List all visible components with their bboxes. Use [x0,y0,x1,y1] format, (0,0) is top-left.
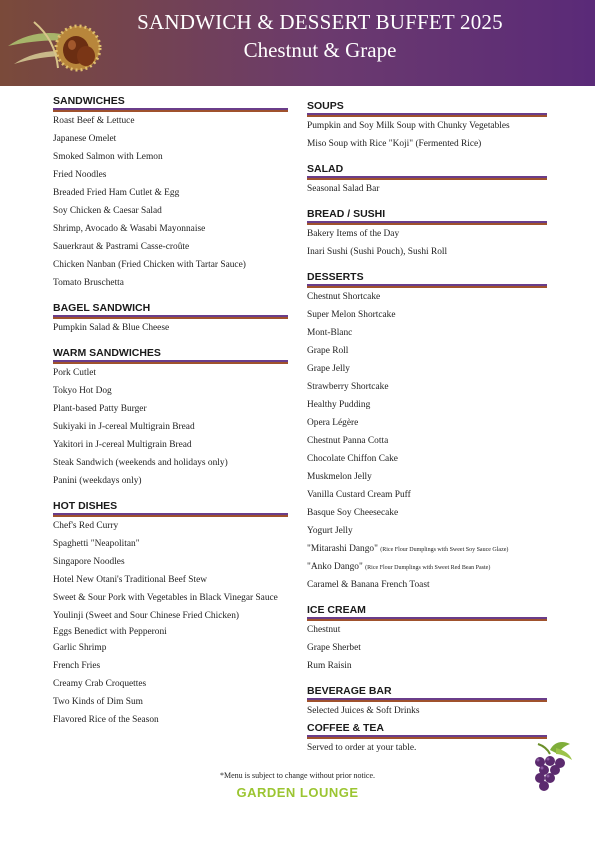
menu-item: Plant-based Patty Burger [53,404,147,414]
section-title-desserts: DESSERTS [307,271,364,283]
section-title-coffee-tea: COFFEE & TEA [307,722,385,734]
menu-item: Sukiyaki in J-cereal Multigrain Bread [53,422,195,432]
header-banner [0,0,595,86]
chestnut-illustration-icon [4,8,114,86]
menu-item: Hotel New Otani's Traditional Beef Stew [53,575,208,585]
menu-item: Flavored Rice of the Season [53,715,159,725]
menu-item: Basque Soy Cheesecake [307,508,399,518]
menu-item: Breaded Fried Ham Cutlet & Egg [53,188,180,198]
menu-item: Tokyo Hot Dog [53,386,112,396]
menu-item: Grape Roll [307,346,349,356]
menu-item: Vanilla Custard Cream Puff [307,490,411,500]
menu-item: Chestnut Panna Cotta [307,436,389,446]
section-title-bread-sushi: BREAD / SUSHI [307,208,386,220]
menu-item: Pumpkin and Soy Milk Soup with Chunky Vegetables [307,121,510,131]
menu-item: Singapore Noodles [53,557,125,567]
menu-left-column [53,95,288,731]
section-title-soups: SOUPS [307,100,344,112]
menu-item: Chestnut [307,625,341,635]
menu-item: Soy Chicken & Caesar Salad [53,206,162,216]
menu-item: Healthy Pudding [307,400,371,410]
dessert-name: "Anko Dango" [307,562,363,572]
section-rule [53,360,288,364]
menu-item: Caramel & Banana French Toast [307,580,430,590]
menu-item: Strawberry Shortcake [307,382,389,392]
menu-item: Fried Noodles [53,170,107,180]
dessert-note: (Rice Flour Dumplings with Sweet Red Bean Paste) [365,565,491,571]
menu-item: Opera Légère [307,418,359,428]
section-title-salad: SALAD [307,163,344,175]
section-rule [307,735,547,739]
menu-item: Super Melon Shortcake [307,310,396,320]
menu-item: Selected Juices & Soft Drinks [307,706,420,716]
dessert-note: (Rice Flour Dumplings with Sweet Soy Sauce Glaze) [380,547,509,553]
menu-item: Grape Jelly [307,364,350,374]
section-title-sandwiches: SANDWICHES [53,95,125,107]
menu-item-with-note [307,560,547,578]
menu-item: Two Kinds of Dim Sum [53,697,143,707]
section-rule [307,617,547,621]
section-rule [53,108,288,112]
menu-item: Garlic Shrimp [53,643,107,653]
menu-item: Rum Raisin [307,661,352,671]
section-rule [307,221,547,225]
menu-item: Grape Sherbet [307,643,361,653]
section-title-bagel-sandwich: BAGEL SANDWICH [53,302,151,314]
menu-item: Sauerkraut & Pastrami Casse-croûte [53,242,190,252]
section-rule [307,113,547,117]
section-title-warm-sandwiches: WARM SANDWICHES [53,347,161,359]
menu-item: Inari Sushi (Sushi Pouch), Sushi Roll [307,247,448,257]
section-rule [307,284,547,288]
menu-item: Yakitori in J-cereal Multigrain Bread [53,440,192,450]
menu-item: Pork Cutlet [53,368,96,378]
menu-item: Seasonal Salad Bar [307,184,380,194]
page-subtitle: Chestnut & Grape [243,38,397,62]
menu-item: Chicken Nanban (Fried Chicken with Tartar Sauce) [53,260,246,270]
dessert-name: "Mitarashi Dango" [307,544,378,554]
menu-item: French Fries [53,661,101,671]
menu-item: Panini (weekdays only) [53,476,142,486]
menu-item: Served to order at your table. [307,743,417,753]
menu-item: Bakery Items of the Day [307,229,400,239]
menu-item: Spaghetti "Neapolitan" [53,539,140,549]
section-rule [307,176,547,180]
menu-item: Shrimp, Avocado & Wasabi Mayonnaise [53,224,206,234]
menu-item: Tomato Bruschetta [53,278,124,288]
section-rule [53,315,288,319]
menu-item: Sweet & Sour Pork with Vegetables in Black Vinegar Sauce [53,593,278,603]
menu-item: Yogurt Jelly [307,526,353,536]
section-rule [307,698,547,702]
menu-item: Miso Soup with Rice "Koji" (Fermented Rice) [307,139,482,149]
menu-item: Chef's Red Curry [53,521,119,531]
menu-item: Eggs Benedict with Pepperoni [53,627,167,637]
menu-item: Youlinji (Sweet and Sour Chinese Fried Chicken) [53,611,240,621]
page-title: SANDWICH & DESSERT BUFFET 2025 [137,10,503,34]
menu-item: Japanese Omelet [53,134,117,144]
menu-item: Creamy Crab Croquettes [53,679,147,689]
section-title-ice-cream: ICE CREAM [307,604,366,616]
menu-item: Chocolate Chiffon Cake [307,454,398,464]
menu-item: Mont-Blanc [307,328,353,338]
garden-lounge-logo: GARDEN LOUNGE [236,785,359,800]
menu-item: Smoked Salmon with Lemon [53,152,163,162]
section-rule [53,513,288,517]
section-title-beverage-bar: BEVERAGE BAR [307,685,392,697]
menu-disclaimer: *Menu is subject to change without prior notice. [219,771,376,780]
menu-item: Roast Beef & Lettuce [53,116,135,126]
menu-item: Pumpkin Salad & Blue Cheese [53,323,170,333]
section-title-hot-dishes: HOT DISHES [53,500,118,512]
menu-item: Muskmelon Jelly [307,472,372,482]
menu-right-column [307,95,547,759]
menu-item-with-note [307,542,547,560]
menu-item: Steak Sandwich (weekends and holidays only) [53,458,228,468]
menu-item: Chestnut Shortcake [307,292,381,302]
